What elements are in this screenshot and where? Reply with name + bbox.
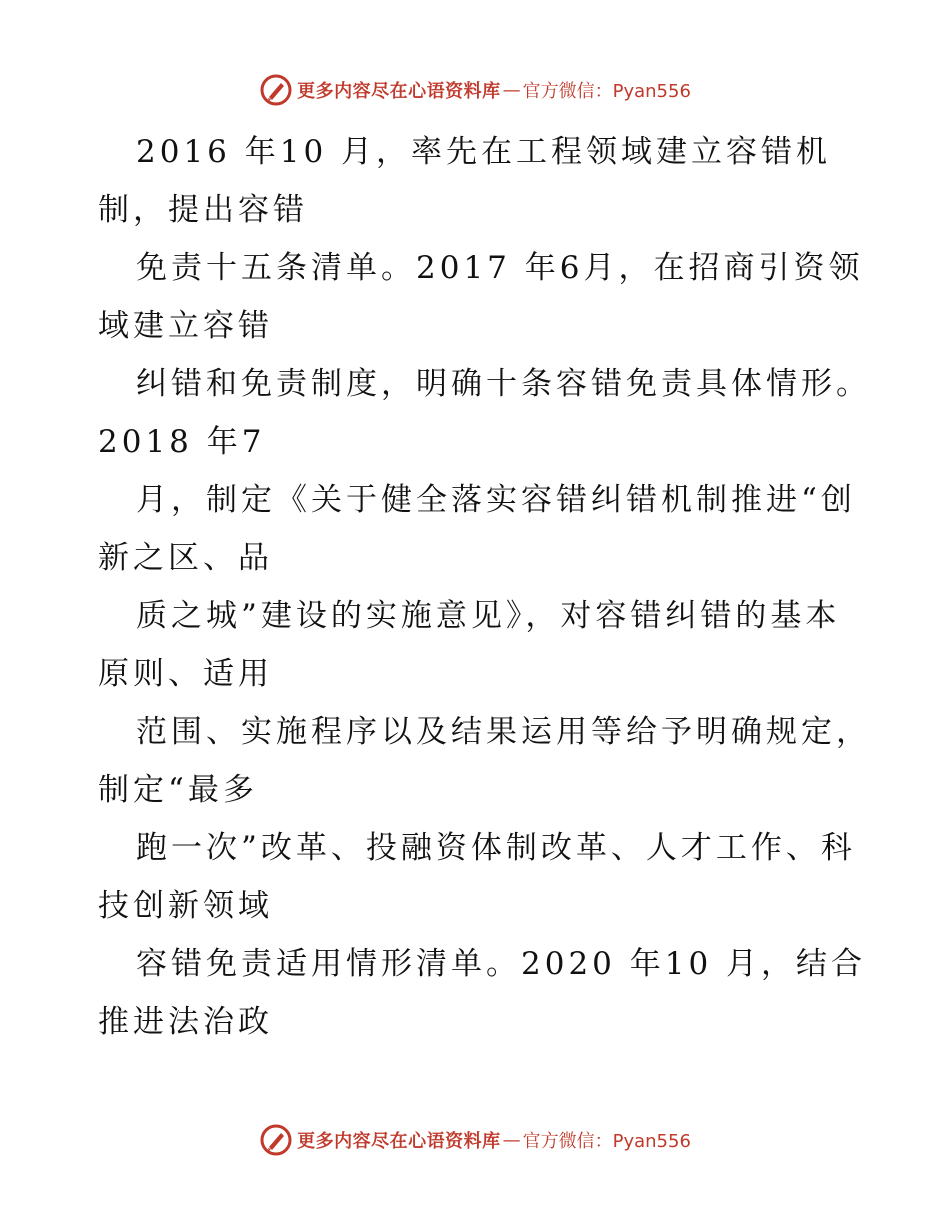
body-line: 月，制定《关于健全落实容错纠错机制推进“创: [136, 482, 856, 518]
header-banner-contact: 官方微信：Pyan556: [522, 81, 691, 102]
body-line: 2018 年7: [98, 424, 266, 460]
pen-nib-logo-icon: [259, 73, 293, 107]
body-line: 新之区、品: [98, 540, 273, 576]
document-body: [98, 123, 878, 1051]
footer-banner-contact: 官方微信：Pyan556: [522, 1131, 691, 1152]
header-banner-separator: —: [502, 79, 521, 101]
body-line: 制，提出容错: [98, 192, 308, 228]
footer-banner: [0, 1120, 950, 1160]
body-line: 域建立容错: [98, 308, 273, 344]
body-line: 原则、适用: [98, 656, 273, 692]
footer-banner-separator: —: [502, 1129, 521, 1151]
body-line: 免责十五条清单。2017 年6月，在招商引资领: [136, 250, 864, 286]
header-banner: [0, 70, 950, 110]
body-line: 跑一次”改革、投融资体制改革、人才工作、科: [136, 830, 856, 866]
body-line: 容错免责适用情形清单。2020 年10 月，结合: [136, 946, 867, 982]
body-line: 纠错和免责制度，明确十条容错免责具体情形。: [136, 366, 871, 402]
pen-nib-logo-icon: [259, 1123, 293, 1157]
body-line: 范围、实施程序以及结果运用等给予明确规定，: [136, 714, 871, 750]
body-line: 质之城”建设的实施意见》，对容错纠错的基本: [136, 598, 841, 634]
body-line: 技创新领域: [98, 888, 273, 924]
body-line: 制定“最多: [98, 772, 258, 808]
header-banner-main-text: 更多内容尽在心语资料库: [297, 81, 501, 102]
body-line: 2016 年10 月，率先在工程领域建立容错机: [136, 134, 832, 170]
footer-banner-main-text: 更多内容尽在心语资料库: [297, 1131, 501, 1152]
body-line: 推进法治政: [98, 1004, 273, 1040]
